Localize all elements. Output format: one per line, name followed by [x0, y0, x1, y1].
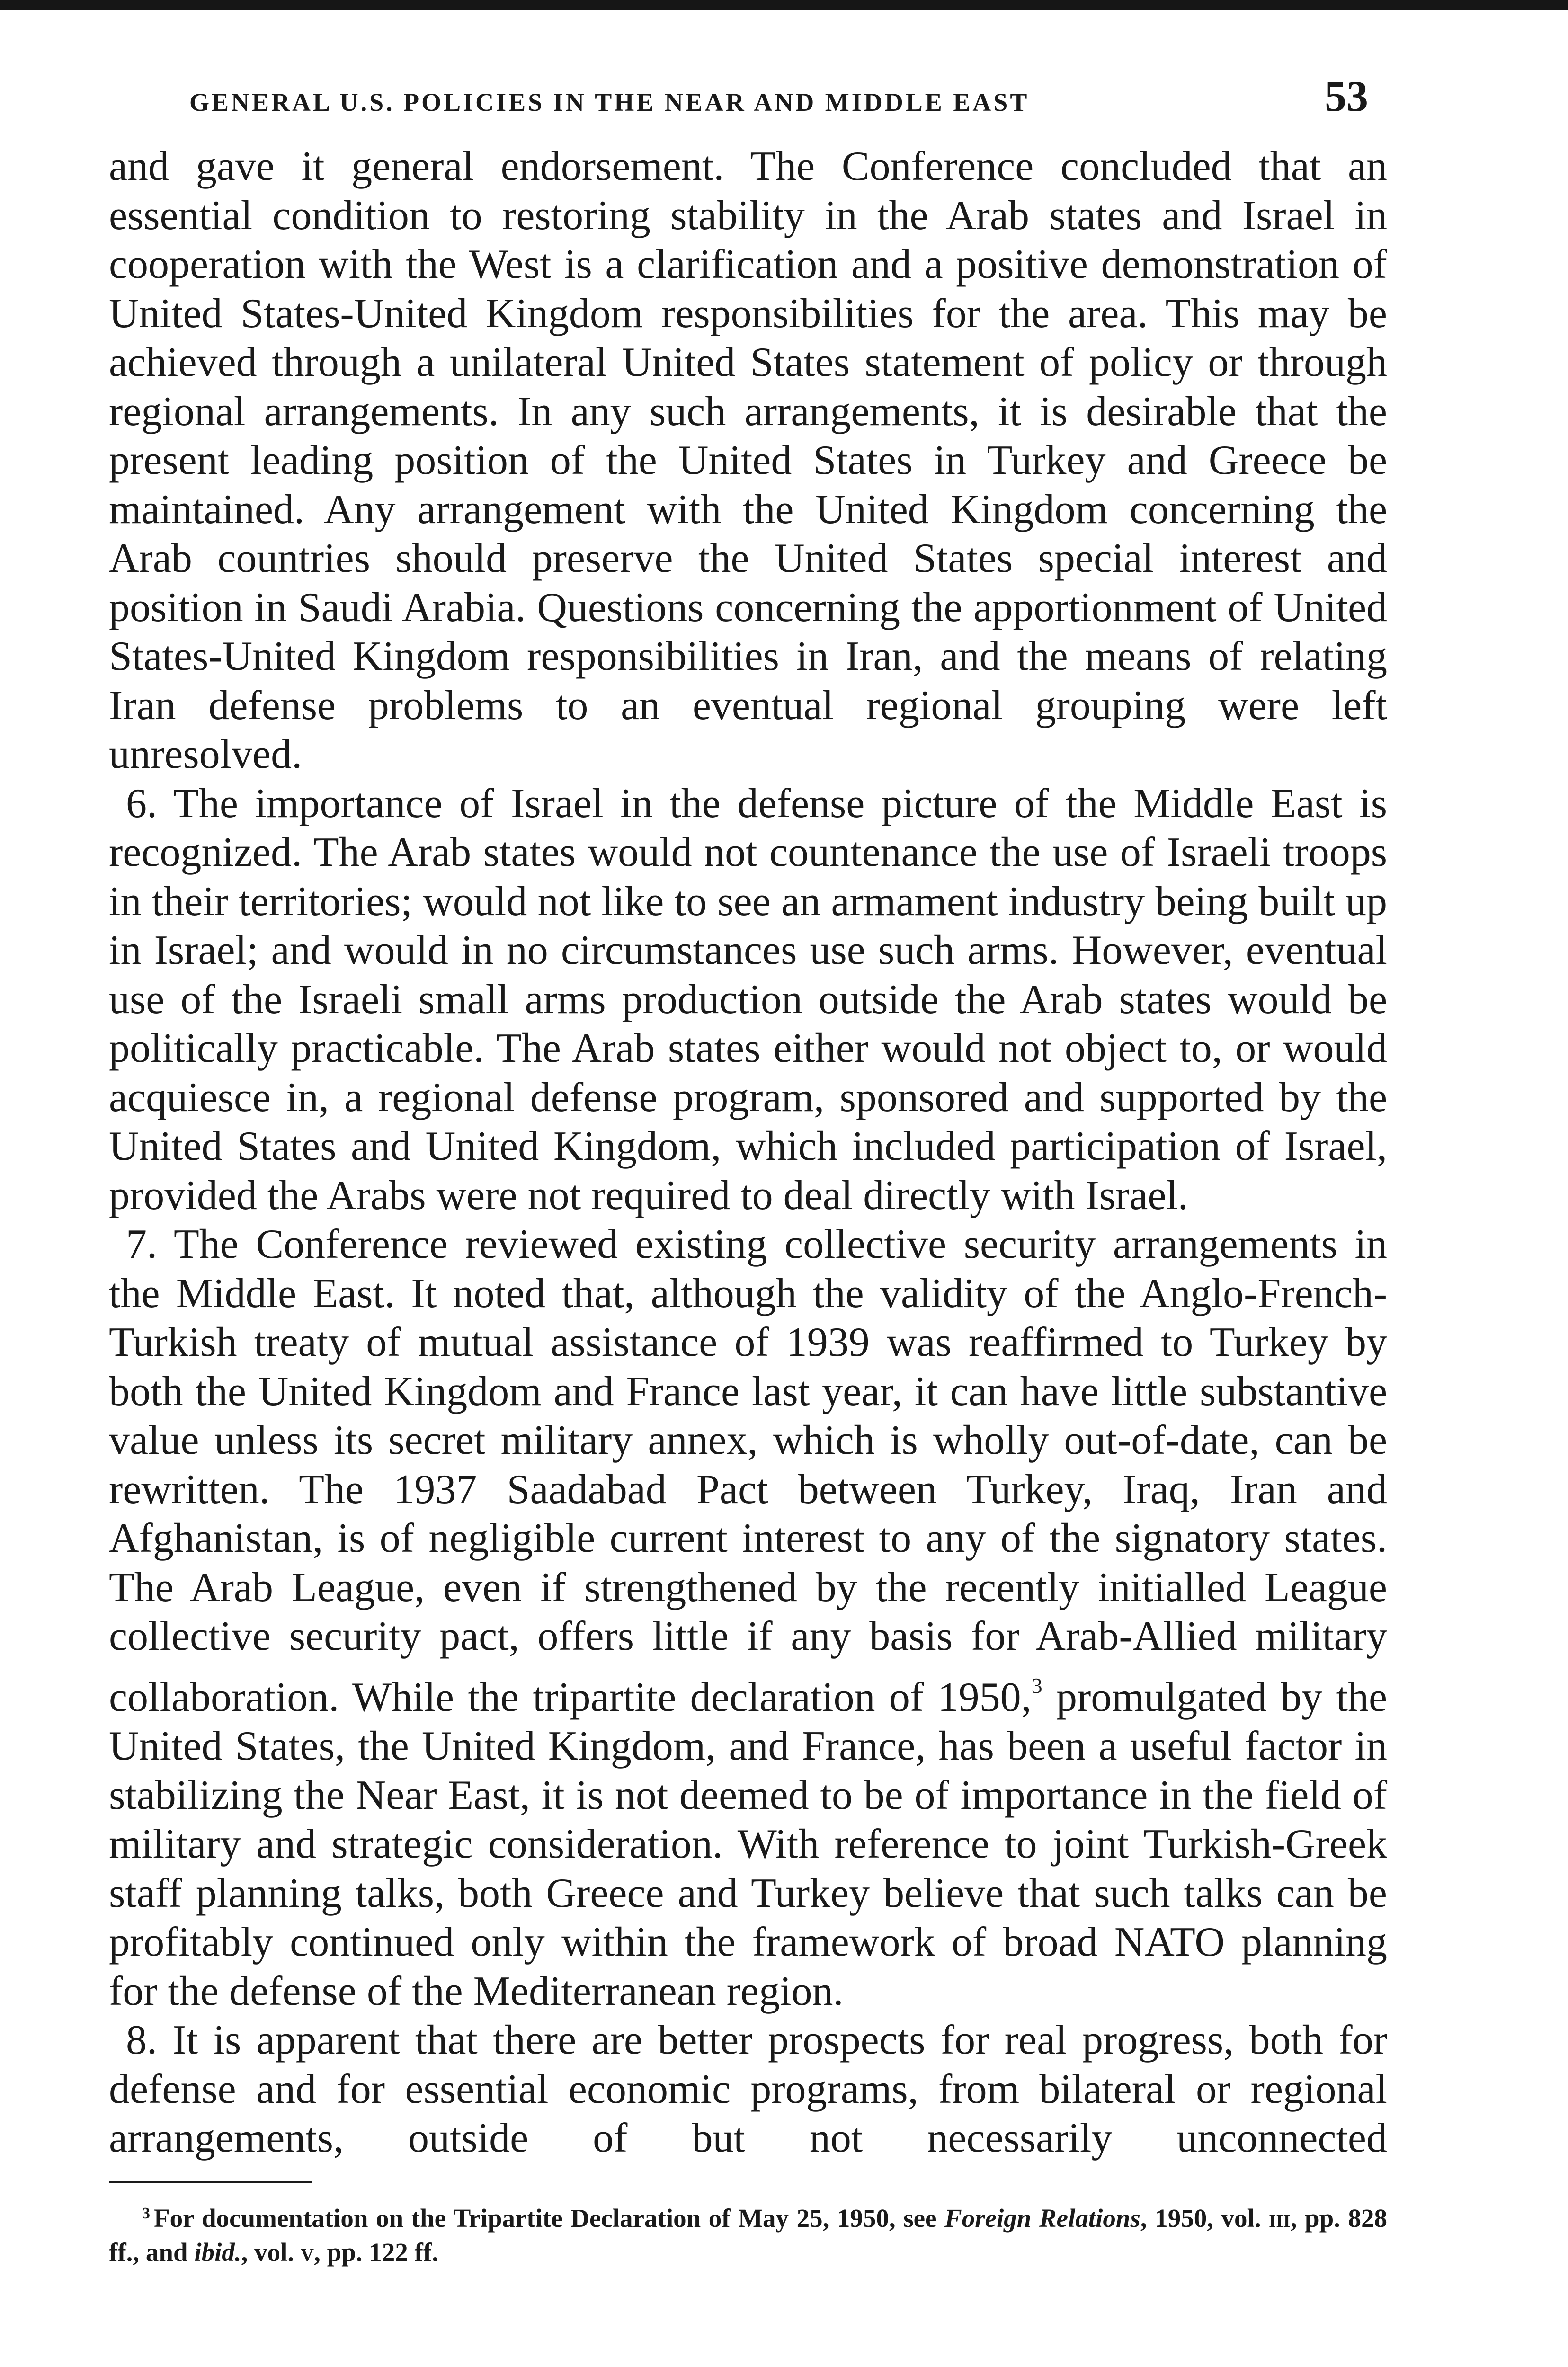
footnote-citation-title: Foreign Relations: [944, 2203, 1140, 2233]
page-header: [109, 71, 1387, 142]
footnote-ibid: ibid.: [194, 2237, 241, 2267]
footnote-text-2: , 1950, vol.: [1140, 2203, 1269, 2233]
paragraph-7-text-a: 7. The Conference reviewed existing collective security arrangements in the Middle East. It noted that, although the validity of the Anglo-French-Turkish treaty of mutual assistance of 1939 was reaffirmed to Turkey by both the United Kingdom and France last year, it can have little substantive value unless its secret military annex, which is wholly out-of-date, can be rewritten. The 1937 Saadabad Pact between Turkey, Iraq, Iran and Afghanistan, is of negligible current interest to any of the signatory states. The Arab League, even if strengthened by the recently initialled League collective security pact, offers little if any basis for Arab-Allied military collaboration. While the tripartite declaration of 1950,: [109, 1221, 1387, 1720]
footnote-text-3: , pp. 828 ff., and: [109, 2203, 1387, 2267]
footnote-volume-2: v: [300, 2237, 314, 2267]
paragraph-continued: and gave it general endorsement. The Conference concluded that an essential condition to restoring stability in the Arab states and Israel in cooperation with the West is a clarification and a positive demonstration of United States-United Kingdom responsibilities for the area. This may be achieved through a unilateral United States statement of policy or through regional arrangements. In any such arrangements, it is desirable that the present leading position of the United States in Turkey and Greece be maintained. Any arrangement with the United Kingdom concerning the Arab countries should preserve the United States special interest and position in Saudi Arabia. Questions concerning the apportionment of United States-United Kingdom responsibilities in Iran, and the means of relating Iran defense problems to an eventual regional grouping were left unresolved.: [109, 143, 1387, 777]
footnote-volume-1: iii: [1269, 2203, 1291, 2233]
running-head: GENERAL U.S. POLICIES IN THE NEAR AND MIDDLE EAST: [189, 88, 1030, 116]
paragraph-8: 8. It is apparent that there are better prospects for real progress, both for defense and for essential economic programs, from bilateral or regional arrangements, outside of but not necessarily unconnected: [109, 2017, 1387, 2161]
footnote: [109, 2197, 1387, 2269]
footnote-divider: [109, 2181, 312, 2183]
page-top-edge: [0, 0, 1568, 10]
footnote-reference: 3: [1031, 1673, 1042, 1698]
footnote-text-5: , pp. 122 ff.: [314, 2237, 438, 2267]
body-text: [109, 142, 1387, 2163]
paragraph-6: 6. The importance of Israel in the defense picture of the Middle East is recognized. The Arab states would not countenance the use of Israeli troops in their territories; would not like to see an armament industry being built up in Israel; and would in no circumstances use such arms. However, eventual use of the Israeli small arms production outside the Arab states would be politically practicable. The Arab states either would not object to, or would acquiesce in, a regional defense program, sponsored and supported by the United States and United Kingdom, which included participation of Israel, provided the Arabs were not required to deal directly with Israel.: [109, 780, 1387, 1219]
document-page: [109, 71, 1387, 2269]
footnote-text-1: For documentation on the Tripartite Declaration of May 25, 1950, see: [154, 2203, 945, 2233]
footnote-marker: 3: [142, 2204, 150, 2222]
paragraph-7-text-b: promulgated by the United States, the United Kingdom, and France, has been a useful factor in stabilizing the Near East, it is not deemed to be of importance in the field of military and strategic consideration. With reference to joint Turkish-Greek staff planning talks, both Greece and Turkey believe that such talks can be profitably continued only within the framework of broad NATO planning for the defense of the Mediterranean region.: [109, 1674, 1388, 2014]
paragraph-7: [109, 1220, 1387, 2016]
page-number: 53: [1325, 72, 1368, 120]
footnote-text-4: , vol.: [241, 2237, 301, 2267]
